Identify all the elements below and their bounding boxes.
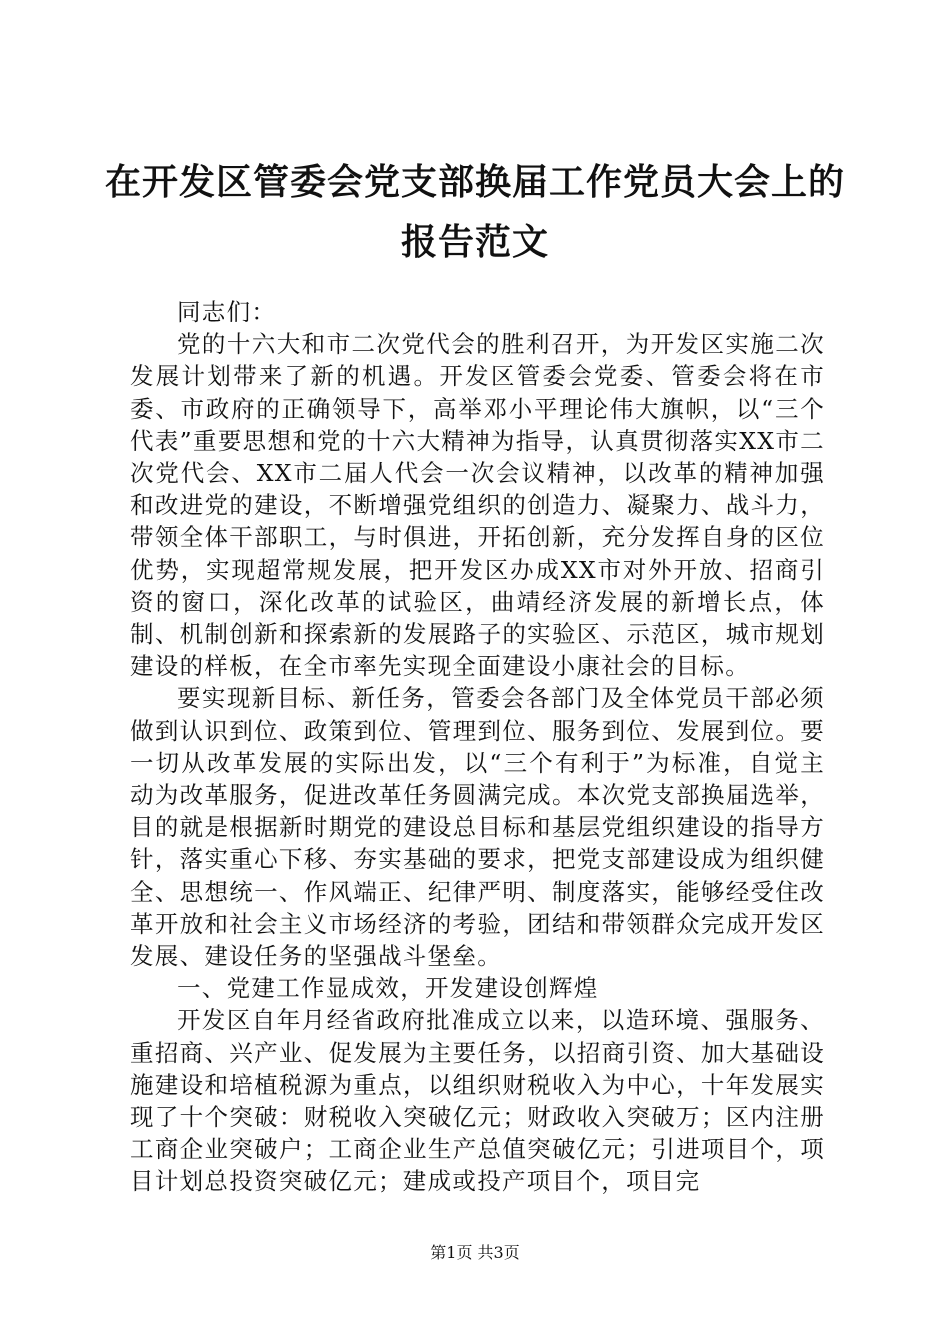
paragraph-3: 开发区自年月经省政府批准成立以来，以造环境、强服务、重招商、兴产业、促发展为主要任务，以招商引资、加大基础设施建设和培植税源为重点，以组织财税收入为中心，十年发展实现了十个突破：财税收入突破亿元；财政收入突破万；区内注册工商企业突破户；工商企业生产总值突破亿元；引进项目个，项目计划总投资突破亿元；建成或投产项目个，项目完: [130, 1006, 825, 1196]
paragraph-2: 要实现新目标、新任务，管委会各部门及全体党员干部必须做到认识到位、政策到位、管理到位、服务到位、发展到位。要一切从改革发展的实际出发，以“三个有利于”为标准，自觉主动为改革服务，促进改革任务圆满完成。本次党支部换届选举，目的就是根据新时期党的建设总目标和基层党组织建设的指导方针，落实重心下移、夯实基础的要求，把党支部建设成为组织健全、思想统一、作风端正、纪律严明、制度落实，能够经受住改革开放和社会主义市场经济的考验，团结和带领群众完成开发区发展、建设任务的坚强战斗堡垒。: [130, 684, 825, 971]
document-body: [130, 296, 825, 1198]
paragraph-1: 党的十六大和市二次党代会的胜利召开，为开发区实施二次发展计划带来了新的机遇。开发区管委会党委、管委会将在市委、市政府的正确领导下，高举邓小平理论伟大旗帜，以“三个代表”重要思想和党的十六大精神为指导，认真贯彻落实XX市二次党代会、XX市二届人代会一次会议精神，以改革的精神加强和改进党的建设，不断增强党组织的创造力、凝聚力、战斗力，带领全体干部职工，与时俱进，开拓创新，充分发挥自身的区位优势，实现超常规发展，把开发区办成XX市对外开放、招商引资的窗口，深化改革的试验区，曲靖经济发展的新增长点，体制、机制创新和探索新的发展路子的实验区、示范区，城市规划建设的样板，在全市率先实现全面建设小康社会的目标。: [130, 330, 825, 681]
section-heading-1: 一、党建工作显成效，开发建设创辉煌: [177, 974, 599, 1003]
document-title-line-2: 报告范文: [400, 221, 549, 263]
page-footer: 第1页 共3页: [430, 1243, 520, 1262]
salutation: 同志们：: [177, 298, 277, 326]
document-title-line-1: 在开发区管委会党支部换届工作党员大会上的: [104, 161, 845, 203]
